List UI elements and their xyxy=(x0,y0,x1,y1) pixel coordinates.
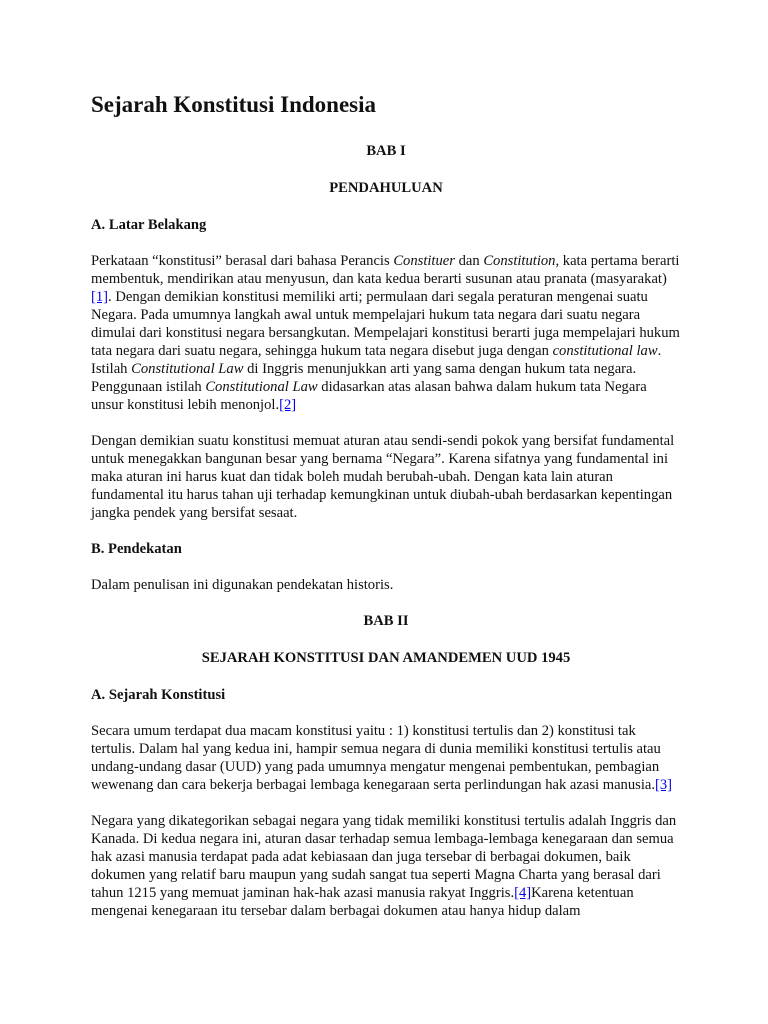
text: di Inggris menunjukkan arti yang sama dengan hukum tata negara. Penggunaan istilah xyxy=(91,361,637,395)
footnote-link-4[interactable]: [4] xyxy=(514,885,532,901)
text: dan xyxy=(454,253,484,269)
section-a-heading: A. Latar Belakang xyxy=(91,217,207,233)
text: , kata pertama berarti membentuk, mendirikan atau menyusun, dan kata kedua berarti susunan atau pranata (masyarakat) xyxy=(91,253,680,287)
chapter-1-title: PENDAHULUAN xyxy=(329,180,443,196)
italic-term: constitutional law xyxy=(552,343,658,359)
paragraph-2: Dengan demikian suatu konstitusi memuat aturan atau sendi-sendi pokok yang bersifat fundamental untuk menegakkan bangunan besar yang bernama “Negara”. Karena sifatnya yang fundamental ini maka aturan ini harus kuat dan tidak boleh mudah berubah-ubah. Dengan kata lain aturan fundamental itu harus tahan uji terhadap kemungkinan untuk diubah-ubah berdasarkan kepentingan jangka pendek yang bersifat sesaat. xyxy=(91,433,675,521)
text: Negara yang dikategorikan sebagai negara yang tidak memiliki konstitusi tertulis adalah Inggris dan Kanada. Di kedua negara ini, aturan dasar terhadap semua lembaga-lembaga kenegaraan dan semua hak azasi manusia terdapat pada adat kebiasaan dan juga tersebar di berbagai dokumen, baik dokumen yang relatif baru maupun yang sudah sangat tua seperti Magna Charta yang berasal dari tahun 1215 yang memuat jaminan hak-hak azasi manusia rakyat Inggris. xyxy=(91,813,677,901)
footnote-link-1[interactable]: [1] xyxy=(91,289,109,305)
text: Karena ketentuan mengenai kenegaraan itu tersebar dalam berbagai dokumen atau hanya hidup dalam xyxy=(91,885,634,919)
chapter-2-label: BAB II xyxy=(363,613,409,629)
italic-term: Constitution xyxy=(483,253,556,269)
italic-term: Constitutional Law xyxy=(205,379,318,395)
text: Secara umum terdapat dua macam konstitusi yaitu : 1) konstitusi tertulis dan 2) konstitusi tak tertulis. Dalam hal yang kedua ini, hampir semua negara di dunia memiliki konstitusi tertulis atau undang-undang dasar (UUD) yang pada umumnya mengatur mengenai pembentukan, pembagian wewenang dan cara bekerja berbagai lembaga kenegaraan serta perlindungan hak azasi manusia. xyxy=(91,723,661,793)
italic-term: Constituer xyxy=(393,253,455,269)
text: . Istilah xyxy=(91,343,662,377)
text: Perkataan “konstitusi” berasal dari bahasa Perancis xyxy=(91,253,394,269)
chapter-2-title: SEJARAH KONSTITUSI DAN AMANDEMEN UUD 1945 xyxy=(201,650,571,666)
section-b-heading: B. Pendekatan xyxy=(91,541,182,557)
section-a2-heading: A. Sejarah Konstitusi xyxy=(91,687,226,703)
document-page xyxy=(91,90,681,938)
text: didasarkan atas alasan bahwa dalam hukum tata Negara unsur konstitusi lebih menonjol. xyxy=(91,379,647,413)
document-title: Sejarah Konstitusi Indonesia xyxy=(91,92,377,117)
paragraph-1 xyxy=(91,252,681,414)
footnote-link-3[interactable]: [3] xyxy=(655,777,673,793)
text: . Dengan demikian konstitusi memiliki arti; permulaan dari segala peraturan mengenai suatu Negara. Pada umumnya langkah awal untuk mempelajari hukum tata negara dari suatu negara dimulai dari konstitusi negara bersangkutan. Mempelajari konstitusi berarti juga mempelajari hukum tata negara dari suatu negara, sehingga hukum tata negara disebut juga dengan xyxy=(91,289,680,359)
paragraph-5 xyxy=(91,812,681,920)
italic-term: Constitutional Law xyxy=(131,361,244,377)
footnote-link-2[interactable]: [2] xyxy=(279,397,297,413)
chapter-1-label: BAB I xyxy=(366,143,406,159)
paragraph-3: Dalam penulisan ini digunakan pendekatan historis. xyxy=(91,577,394,593)
paragraph-4 xyxy=(91,722,681,794)
